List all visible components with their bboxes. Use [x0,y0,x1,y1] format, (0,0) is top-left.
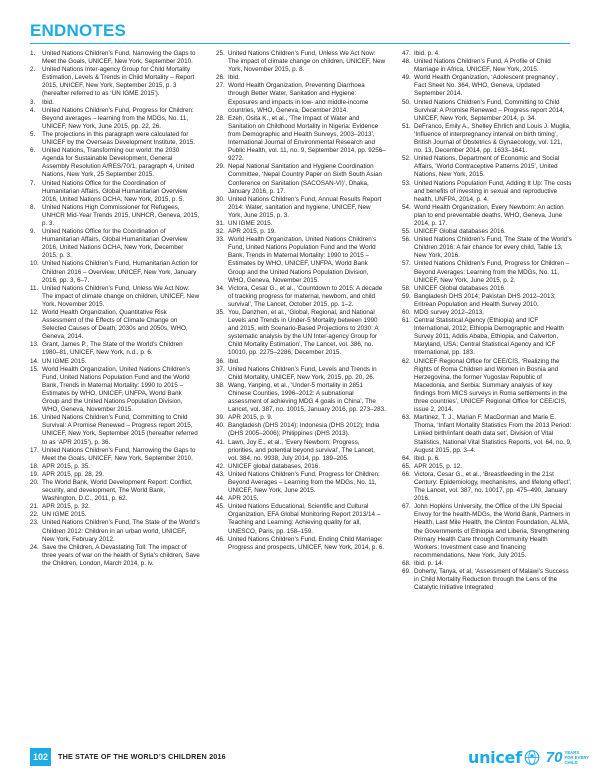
endnote-number: 65. [402,462,411,470]
endnote-text: Ibid. p. 14. [414,559,444,567]
endnote-number: 56. [402,236,411,244]
endnote-number: 32. [216,228,225,236]
endnote-text: United Nations Children’s Fund, Progress for Children: Beyond averages – learning from the MDGs, No. 11, UNICEF, New York, June 2015, pp. 22, 26. [42,106,194,130]
endnote-text: Ibid. p. 4. [414,50,440,57]
endnote-text: United Nations Children’s Fund, Unless We Act Now: The impact of climate change on children, UNICEF, New York, November 2015. [42,284,200,308]
endnote-item [402,414,572,454]
endnote-item [402,236,572,260]
endnote-number: 17. [30,446,39,454]
endnote-number: 53. [402,179,411,187]
endnote-text: World Health Organization, Preventing Diarrhoea through Better Water, Sanitation and Hygiene: Exposures and impacts in low- and middle-income countries, WHO, Geneva, December 2014. [228,82,369,114]
endnote-text: APR 2015, p. 35. [42,462,90,470]
endnote-item [216,115,386,164]
endnote-text: UNICEF Regional Office for CEE/CIS, ‘Realizing the Rights of Roma Children and Women in Bosnia and Herzegovina, the former Yugoslav Republic of Macedonia, and Serbia: Summary analysis of key findings from MICS surveys in Roma settlements in the three countries’, UNICEF Regional Office for CEE/CIS, issue 2, 2014. [414,357,568,414]
endnote-number: 18. [30,462,39,470]
endnote-item [216,82,386,114]
endnote-text: Ezeh, Osita K., et al., ‘The Impact of Water and Sanitation on Childhood Mortality in Nigeria: Evidence from Demographic and Health Surveys, 2003–2013’, International Journal of Environmental Research and Public Health, vol. 11, no. 9, September 2014, pp. 9256–9272. [228,114,386,163]
endnote-item [30,414,200,446]
endnote-item [216,285,386,309]
endnote-number: 31. [216,219,225,227]
endnote-number: 68. [402,559,411,567]
endnote-text: You, Danzhen, et al., ‘Global, Regional, and National Levels and Trends in Under-5 Mortality between 1990 and 2015, with Scenario-Based Projections to 2030: A systematic analysis by the UN Inter-agency Group for Child Mortality Estimation’, The Lancet, vol. 386, no. 10010, pp. 2275–2286, December 2015. [228,309,379,357]
endnote-number: 38. [216,381,225,389]
endnote-number: 60. [402,309,411,316]
title-rule [30,43,570,44]
endnote-text: United Nations, Department of Economic and Social Affairs, ‘World Contraceptive Patterns 2015’, United Nations, New York, 2015. [414,155,560,179]
endnote-item [30,50,200,66]
endnote-text: United Nations Children’s Fund, Committing to Child Survival: A Promise Renewed – Progress report 2014, UNICEF, New York, September 2014, p. 34. [414,98,565,122]
report-title: THE STATE OF THE WORLD’S CHILDREN 2016 [58,752,226,761]
endnote-item [30,463,200,471]
anniversary-number: 70 [545,748,563,766]
endnote-text: Victora, Cesar G., et al., ‘Countdown to 2015: A decade of tracking progress for maternal, newborn, and child survival’, The Lancet, October 2015, pp. 1–2. [228,284,383,308]
endnote-number: 61. [402,317,411,325]
endnote-number: 54. [402,203,411,211]
endnote-text: United Nations Inter-agency Group for Child Mortality Estimation, Levels & Trends in Child Mortality – Report 2015, UNICEF, New York, September 2015, p. 3 (hereafter referred to as ‘UN IGME 2015’). [42,66,195,98]
endnote-text: United Nations High Commissioner for Refugees, UNHCR Mid-Year Trends 2015, UNHCR, Geneva, 2015, p. 3. [42,203,200,227]
endnote-number: 11. [30,284,39,292]
endnote-number: 34. [216,284,225,292]
endnote-text: World Health Organization, Quantitative Risk Assessment of the Effects of Climate Change on Selected Causes of Death, 2030s and 2050s, WHO, Geneva, 2014. [42,309,188,341]
endnote-item [30,341,200,357]
endnote-item [216,196,386,220]
endnote-text: John Hopkins University, the Office of the UN Special Envoy for the health-MDGs, the World Bank, Partners in Health, Last Mile Health, the Clinton Foundation, ALMA, the Governments of Ethiopia and Liberia, Strengthening Primary Health Care through Community Health Workers: Investment case and financing recommendations, New York, July 2015. [414,503,571,559]
endnote-item [216,236,386,285]
anniversary-line-1: YEARS [564,749,580,755]
page-number: 102 [30,748,51,766]
endnote-number: 52. [402,155,411,163]
endnote-text: UNICEF Global databases 2016. [414,284,506,292]
endnote-item [216,382,386,414]
endnote-text: United Nations Office for the Coordination of Humanitarian Affairs, Global Humanitarian Overview 2016, United Nations OCHA, New York, December 2015, p. 3. [42,228,188,260]
endnote-text: MDG survey 2012–2013. [414,309,485,316]
endnote-number: 12. [30,309,39,316]
endnote-text: UNICEF global databases, 2016. [228,462,321,470]
endnote-item [402,463,572,471]
endnote-number: 43. [216,470,225,478]
endnote-number: 28. [216,114,225,122]
endnote-text: United Nations Children’s Fund, Committing to Child Survival: A Promise Renewed – Progress report 2015, UNICEF, New York, September 2015 (hereafter referred to as ‘APR 2015’), p. 36. [42,414,198,446]
endnote-item [402,309,572,317]
endnote-number: 27. [216,82,225,90]
endnote-text: APR 2015, p. 32. [42,503,90,511]
endnote-item [30,503,200,511]
endnote-number: 37. [216,365,225,373]
endnote-item [30,479,200,503]
endnote-number: 16. [30,414,39,422]
unicef-globe-icon [524,749,540,766]
endnote-item [402,123,572,155]
endnote-number: 58. [402,284,411,292]
endnote-number: 23. [30,519,39,527]
anniversary-line-2: FOR EVERY CHILD [564,754,590,765]
endnote-text: DeFranco, Emily A., Shelley Ehrlich and Louis J. Muglia, ‘Influence of interpregnancy interval on birth timing’, British Journal of Obstetrics & Gynaecology, vol. 121, no. 13, December 2014, pp. 1633–1641. [414,122,571,155]
endnote-item [30,511,200,519]
endnote-number: 9. [30,228,36,236]
endnote-text: United Nations Children’s Fund, The State of the World’s Children 2012: Children in an urban world, UNICEF, New York, February 2012. [42,519,200,543]
endnote-item [402,228,572,236]
endnote-item [402,74,572,98]
endnote-item [402,260,572,284]
endnote-item [402,204,572,228]
endnote-item [216,414,386,422]
endnote-item [402,180,572,204]
endnote-number: 24. [30,543,39,551]
endnotes-columns [30,50,572,718]
endnote-item [216,163,386,195]
endnote-text: Victora, Cesar G., et al., ‘Breastfeeding in the 21st Century: Epidemiology, mechanisms, and lifelong effect’, The Lancet, vol. 387, no. 10017, pp. 475–490, January 2016. [414,470,572,503]
endnote-number: 46. [216,535,225,543]
endnote-text: UNICEF Global databases 2016. [414,228,506,236]
endnote-item [402,455,572,463]
endnote-item [216,536,386,552]
endnote-number: 19. [30,470,39,478]
endnote-item [216,74,386,82]
endnote-text: World Health Organization, United Nations Children’s Fund, United Nations Population Fund and the World Bank, Trends in Maternal Mortality: 1990 to 2015 – Estimates by WHO, UNICEF, UNFPA, World Bank Group and the United Nations Population Division, WHO, Geneva, November 2015. [42,365,191,414]
endnote-number: 51. [402,122,411,130]
endnotes-column-2 [216,50,386,552]
endnote-text: Nepal National Sanitation and Hygiene Coordination Committee, ‘Nepal Country Paper on Sixth South Asian Conference on Sanitation (SACOSAN-VI)’, Dhaka, January 2016, p. 17. [228,163,383,195]
endnote-item [402,99,572,123]
endnote-text: APR 2015. [228,495,259,503]
endnote-text: The projections in this paragraph were calculated for UNICEF by the Overseas Development Institute, 2015. [42,130,195,147]
endnote-number: 40. [216,422,225,430]
endnote-item [30,99,200,107]
endnote-item [30,131,200,147]
endnote-item [402,285,572,293]
endnote-item [402,471,572,503]
endnote-item [402,293,572,309]
endnote-number: 39. [216,414,225,422]
endnote-number: 41. [216,438,225,446]
endnote-item [30,228,200,260]
endnote-text: Lawn, Joy E., et al., ‘Every Newborn: Progress, priorities, and potential beyond survival’, The Lancet, vol. 384, no. 9938, July 2014, pp. 189–205. [228,438,375,462]
endnote-text: United Nations Children’s Fund, Annual Results Report 2014: Water, sanitation and hygiene, UNICEF, New York, June 2015, p. 3. [228,195,382,219]
endnote-number: 47. [402,50,411,57]
page-title: ENDNOTES [30,21,127,40]
endnote-item [402,503,572,560]
endnote-item [216,463,386,471]
endnote-number: 48. [402,58,411,66]
endnote-number: 25. [216,50,225,57]
unicef-wordmark: unicef [468,747,522,767]
endnote-number: 49. [402,74,411,82]
endnote-text: UN IGME 2015. [42,511,87,519]
endnote-text: United Nations Population Fund, Adding It Up: The costs and benefits of investing in sexual and reproductive health, UNFPA, 2014, p. 4. [414,179,572,203]
endnote-number: 30. [216,195,225,203]
endnote-number: 26. [216,74,225,82]
endnote-item [216,309,386,358]
endnote-number: 63. [402,414,411,422]
endnote-number: 62. [402,357,411,365]
endnote-text: APR 2015, p. 9. [228,414,273,422]
endnote-item [402,568,572,592]
endnote-number: 33. [216,236,225,244]
endnote-text: United Nations Children’s Fund, Unless We Act Now: The impact of climate change on children, UNICEF, New York, November 2015, p. 8. [228,50,386,74]
endnote-item [216,220,386,228]
endnote-text: United Nations Children’s Fund, Levels and Trends in Child Mortality, UNICEF, New York, 2015, pp. 20, 26. [228,365,377,381]
endnote-text: Ibid. [42,98,54,106]
endnote-item [216,366,386,382]
endnote-text: World Health Organization, Every Newborn: An action plan to end preventable deaths, WHO, Geneva, June 2014, p. 17. [414,203,564,227]
endnote-text: United Nations Children’s Fund, The State of the World’s Children 2016: A fair chance for every child, Table 13, New York, 2016. [414,236,572,260]
endnote-number: 29. [216,163,225,171]
endnote-number: 36. [216,357,225,365]
endnote-text: Save the Children, A Devastating Toll: The impact of three years of war on the health of Syria’s children, Save the Children, London, March 2014, p. iv. [42,543,200,567]
endnote-text: United Nations Children’s Fund, Ending Child Marriage: Progress and prospects, UNICEF, New York, 2014, p. 6. [228,535,385,551]
endnote-item [216,503,386,535]
endnote-text: United Nations Children’s Fund, Narrowing the Gaps to Meet the Goals, UNICEF, New York, September 2010. [42,446,196,462]
endnote-number: 2. [30,66,36,74]
endnote-text: Wang, Yanping, et al., ‘Under-5 mortality in 2851 Chinese Counties, 1996–2012: A subnational assessment of achieving MDG 4 goals in China’, The Lancet, vol. 387, no. 10015, January 2016, pp. 273–283. [228,381,386,414]
endnote-number: 8. [30,203,36,211]
endnote-text: Martinez, T. J., Marian F. MacDorman and Marie E. Thoma, ‘Infant Mortality Statistics From the 2013 Period: Linked birth/infant death data set’, Division of Vital Statistics, National Vital Statistics Reports, vol. 64, no. 9, August 2015, pp. 3–4. [414,414,572,454]
endnote-number: 10. [30,260,39,268]
endnote-text: Doherty, Tanya, et al, ‘Assessment of Malawi’s Success in Child Mortality Reduction through the Lens of the Catalytic Initiative Integrated [414,568,569,592]
endnote-number: 7. [30,179,36,187]
endnote-item [402,560,572,568]
endnote-text: UN IGME 2015. [228,219,273,227]
endnote-text: World Health Organization, ‘Adolescent pregnancy’, Fact Sheet No. 364, WHO, Geneva, Updated September 2014. [414,74,559,98]
endnote-number: 22. [30,511,39,519]
endnote-item [216,495,386,503]
endnote-text: Bangladesh DHS 2014; Pakistan DHS 2012–2013; Eritrean Population and Health Survey 2010. [414,292,556,308]
endnote-text: Central Statistical Agency (Ethiopia) and ICF International, 2012; Ethiopia Demographic and Health Survey 2011, Addis Ababa, Ethiopia, and Calverton, Maryland, USA; Central Statistical Agency and ICF International, pp. 183. [414,317,564,357]
endnote-item [30,309,200,341]
endnote-number: 69. [402,568,411,575]
endnote-number: 6. [30,147,36,155]
endnote-item [216,439,386,463]
endnote-number: 4. [30,106,36,114]
endnote-text: Ibid. [228,74,240,82]
endnote-number: 64. [402,454,411,462]
endnote-number: 42. [216,462,225,470]
endnote-text: APR 2015, pp. 28, 29. [42,470,104,478]
endnote-number: 13. [30,341,39,349]
endnote-item [30,180,200,204]
endnote-number: 35. [216,309,225,316]
endnote-text: The World Bank, World Development Report: Conflict, security, and development, The World Bank, Washington, D.C., 2011, p. 62. [42,478,193,503]
endnote-item [402,317,572,357]
endnote-number: 50. [402,98,411,106]
endnote-text: World Health Organization, United Nations Children’s Fund, United Nations Population Fund and the World Bank, Trends in Maternal Mortality: 1990 to 2015 – Estimates by WHO, UNICEF, UNFPA, World Bank Group and the United Nations Population Division, WHO, Geneva, November 2015. [228,236,377,284]
endnote-item [30,447,200,463]
endnote-number: 67. [402,503,411,511]
endnote-text: Ibid. [228,357,240,365]
endnote-number: 57. [402,260,411,268]
endnote-number: 59. [402,292,411,300]
endnote-item [30,147,200,179]
endnote-item [216,471,386,495]
endnote-item [216,228,386,236]
endnote-text: United Nations Children’s Fund, Progress for Children: Beyond Averages – Learning from the MDGs, No. 11, UNICEF, New York, June 2015. [228,470,380,495]
endnote-number: 1. [30,50,36,57]
endnote-item [216,50,386,74]
endnote-number: 20. [30,478,39,486]
endnotes-column-1 [30,50,200,568]
endnote-item [30,107,200,131]
endnote-text: United Nations Children’s Fund, Narrowing the Gaps to Meet the Goals, UNICEF, New York, September 2010. [42,50,196,66]
endnote-text: APR 2015, p. 19. [228,228,276,236]
endnote-text: United Nations Children’s Fund, Progress for Children – Beyond Averages: Learning from the MDGs, No. 11, UNICEF, New York, June 2015, p. 2. [414,260,570,284]
endnote-item [30,471,200,479]
endnote-item [402,58,572,74]
anniversary-badge [546,749,600,766]
endnote-item [216,358,386,366]
endnote-item [30,519,200,543]
endnote-text: UN IGME 2015. [42,357,87,365]
endnote-text: United Nations, Transforming our world: the 2030 Agenda for Sustainable Development, General Assembly Resolution A/RES/70/1, paragraph 4, United Nations, New York, 25 September 2015. [42,147,195,179]
endnote-number: 5. [30,130,36,138]
unicef-logo [468,744,600,770]
endnote-item [30,204,200,228]
endnote-item [30,285,200,309]
endnote-number: 21. [30,503,39,511]
endnote-number: 3. [30,98,36,106]
endnote-item [30,544,200,568]
endnote-number: 14. [30,357,39,365]
endnote-number: 44. [216,495,225,503]
endnote-item [30,358,200,366]
endnote-item [30,366,200,415]
endnote-text: United Nations Office for the Coordination of Humanitarian Affairs, Global Humanitarian Overview 2016, United Nations OCHA, New York, 2015, p. 5. [42,179,188,203]
endnote-text: Grant, James P., The State of the World’s Children 1980–81, UNICEF, New York, n.d., p. 6. [42,341,183,357]
endnote-text: United Nations Children’s Fund, A Profile of Child Marriage in Africa, UNICEF, New York, 2015. [414,58,551,74]
endnote-number: 15. [30,365,39,373]
endnote-text: APR 2015, p. 12. [414,462,462,470]
endnote-item [30,260,200,284]
endnote-number: 55. [402,228,411,236]
endnote-number: 66. [402,470,411,478]
endnote-text: Bangladesh (DHS 2014); Indonesia (DHS 2012); India (DHS 2005–2006); Philippines (DHS 2013). [228,422,380,438]
endnote-item [402,358,572,415]
endnote-item [402,50,572,58]
endnote-item [30,66,200,98]
endnotes-column-3 [402,50,572,592]
endnote-text: United Nations Educational, Scientific and Cultural Organization, EFA Global Monitoring Report 2013/14 – Teaching and Learning: Achieving quality for all, UNESCO, Paris, pp. 158–159. [228,503,381,535]
endnote-text: United Nations Children’s Fund, Humanitarian Action for Children 2016 – Overview, UNICEF, New York, January 2016, pp. 3, 6–7. [42,260,198,284]
endnote-item [216,422,386,438]
endnote-number: 45. [216,503,225,511]
endnote-text: Ibid. p. 6. [414,454,440,462]
endnote-item [402,155,572,179]
